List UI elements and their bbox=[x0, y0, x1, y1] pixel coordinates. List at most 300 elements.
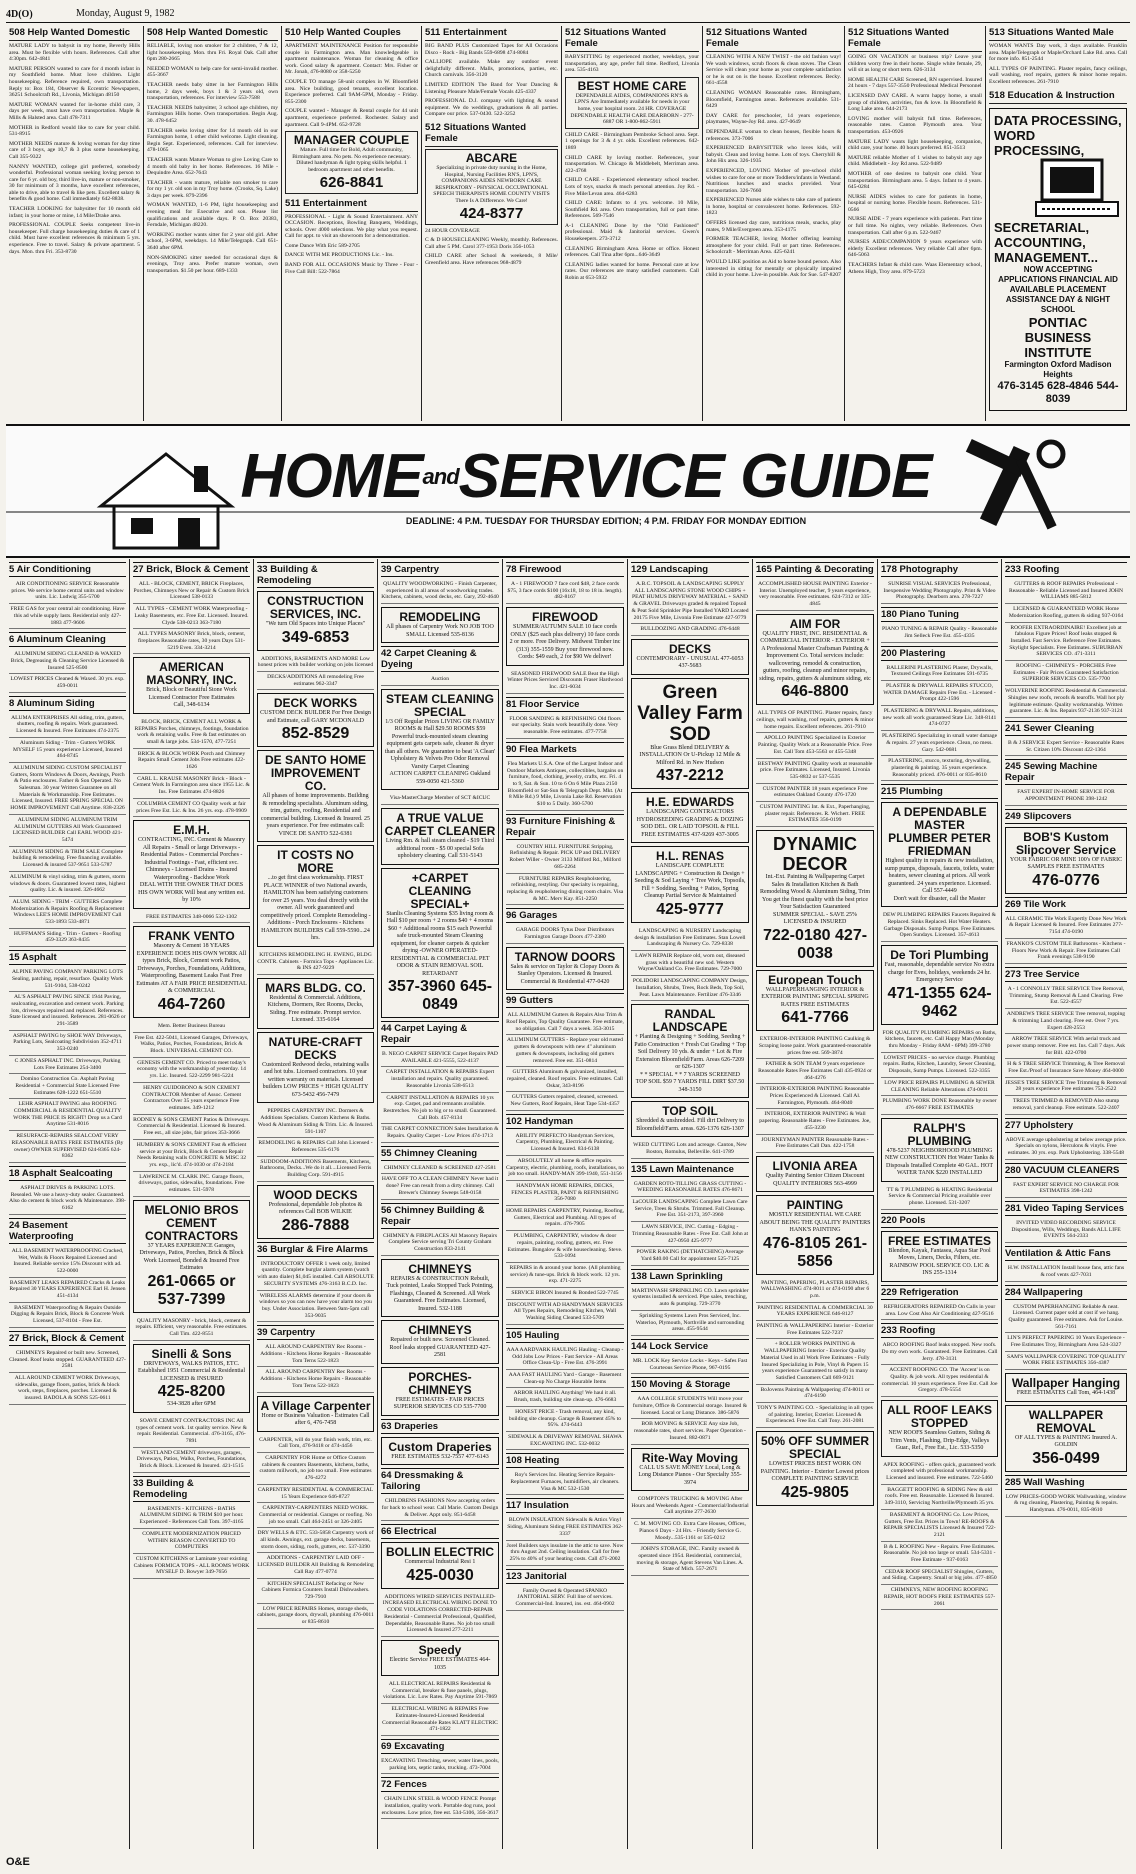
service-display-ad bbox=[756, 830, 874, 967]
service-guide-column bbox=[130, 559, 254, 1849]
classified-ad: WOMAN WANTS Day work, 3 days available. Franklin area. Maple/Telegraph or Maple/Orchard Lake Rd. area. Call for more info. 851-2544 bbox=[989, 43, 1127, 63]
service-category-heading: 178 Photography bbox=[881, 562, 998, 577]
service-listing: B & J SERVICE Expert Service - Reasonable Rates Sr. Citizen 10% Discount 422-1364 bbox=[1005, 738, 1127, 756]
service-listing: BASEMENT Waterproofing & Repairs Outside Digging & Repairs Brick, Block & Concrete Work Licensed, 537-8104 - Free Est. bbox=[9, 1303, 126, 1328]
service-listing: ABILITY PERFECTO Handyman Services, Carpentry, Plumbing, Electrical & Painting. Licensed & Insured. 834-6138 bbox=[506, 1131, 624, 1156]
service-display-ad bbox=[381, 1259, 499, 1318]
service-display-ad bbox=[506, 947, 624, 991]
display-ad-title: STEAM CLEANING SPECIAL bbox=[386, 691, 494, 719]
display-ad-title: TARNOW DOORS bbox=[514, 949, 616, 964]
service-listing: DISCOUNT WITH AD HANDYMAN SERVICES All Types Repairs, Remodeling Kitchen, Wall Washing Siding Cleaned 533-5709 bbox=[506, 1300, 624, 1325]
service-category-heading: 33 Building & Remodeling bbox=[133, 1476, 250, 1502]
service-listing: + ROLLER WORKS PAINTING & WALLPAPERING Interior - Exterior Quality Material Used in all Work Free Estimates - Fully Insured Specializing in Pole, Vinyl & Papers 15 years experience Guaranteed to satisfy in many Satisfied Customers Call 669-9121 bbox=[756, 1339, 874, 1384]
classified-column bbox=[282, 26, 422, 421]
service-category-heading: 245 Sewing Machine Repair bbox=[1005, 759, 1127, 785]
service-category-heading: 123 Janitorial bbox=[506, 1569, 624, 1584]
service-listing: ROOFING - CHIMNEYS - PORCHES Free Estimates - Fair Prices Guaranteed Satisfaction SUPERIOR SERVICES CO. 535-7700 bbox=[1005, 661, 1127, 686]
service-display-ad bbox=[257, 1396, 374, 1432]
service-guide-column bbox=[628, 559, 753, 1849]
service-listing: DRY WELLS & ETC. 533-5858 Carpentry work of all kinds. Awnings, ext. garage decks, basements, storm doors, siding, roofs, gutters, etc. 537-3390 bbox=[257, 1528, 374, 1553]
education-ad-line: DATA PROCESSING, WORD PROCESSING, bbox=[994, 112, 1122, 158]
display-ad-text: Customized Redwood decks, retaining walls and hot tubs. Licensed contractors. 10 year written warranty on materials. Licensed builders LOW PRICES + HIGH QUALITY 673-5432 456-7479 bbox=[262, 1061, 369, 1098]
service-listing: ALL TYPES MASONRY Brick, block, cement, fireplaces Reasonable rates, 30 years Days 531-5219 Even. 334-3214 bbox=[133, 629, 250, 654]
service-category-heading: 220 Pools bbox=[881, 1213, 998, 1228]
service-listing: CHIMNEY & FIREPLACES All Masonry Repairs Complete Service serving Tri County Graham Construction 833-2141 bbox=[381, 1231, 499, 1256]
service-listing: RODNEY & SONS CEMENT Patios & Driveways. Commercial & Residential. Licensed & Insured. Free est., all size jobs, fair prices 353-3666 bbox=[133, 1115, 250, 1140]
display-ad-phone: 476-0776 bbox=[1032, 871, 1100, 889]
service-listing: Aluminum Siding - Trim - Gutters WORK MYSELF 15 years experience Licensed, Insured 464-8745 bbox=[9, 738, 126, 763]
service-listing: REMODELING & REPAIRS Call John Licensed - References 535-6176 bbox=[257, 1138, 374, 1156]
display-ad-text: CALL US SAVE MONEY Local, Long & Long Distance Pianos - Our Specialty 355-3974 bbox=[638, 1464, 742, 1486]
display-ad-text: Fast, reasonable, dependable service No extra charge for Eves, holidays, weekends 24 hr. Emergency Service bbox=[884, 962, 995, 984]
education-ad-line: SECRETARIAL, ACCOUNTING, MANAGEMENT... bbox=[994, 219, 1098, 265]
service-listing: ALL - BLOCK, CEMENT, BRICK Fireplaces, Porches, Chimneys New or Repair & Custom Brick Licensed 538-0133 bbox=[133, 579, 250, 604]
service-listing: CEDAR ROOF SPECIALIST Shingles, Gutters, and Siding. Carpentry. Small or big jobs. 477-4850 bbox=[881, 1567, 998, 1585]
service-category-heading: 281 Video Taping Services bbox=[1005, 1201, 1127, 1216]
service-display-ad bbox=[133, 820, 250, 909]
service-listing: APOLLO PAINTING Specialized in Exterior Painting. Quality Work at a Reasonable Price. Free Est. Call Tom 453-5563 or 455-5348 bbox=[756, 733, 874, 758]
classified-ad: LIMITED EDITION The Band for Your Dancing & Listening Pleasure Male/Female Vocals 425-4337 bbox=[425, 81, 558, 95]
service-listing: AL'S ASPHALT PAVING SINCE 1944 Paving, sealcoating, excavation and cement work. Parking lots, driveways repaired and replaced. References. State licensed and insured. References. 281-0626 or 291-3589 bbox=[9, 992, 126, 1031]
service-listing: ALL ALUMINUM Gutters & Repairs Also Trim & Roof Repairs, Top Quality Guarantee. Free estimate, no obligation. Call 7 days a week. 353-3015 bbox=[506, 1010, 624, 1035]
service-listing: Flea Markets U.S.A. One of the Largest Indoor and Outdoor Markets Antiques, collectibles, bargains on furniture, food, clothing, jewelry, crafts, etc. Fri. 4 to 9, Sat. & Sun. 10 to 6 On 6 Mile Plaza 2150 Bloomfield or Sat-Sun & Telegraph Dept. Mkt. (At 8 Mile Rd.) 9 Mile, Livonia Lake Rd. Reservation $10 to 5 Daily. 360-5700 bbox=[506, 759, 624, 811]
classified-column bbox=[6, 26, 144, 421]
service-listing: BASEMENTS - KITCHENS - BATHS ALUMINUM SIDING & TRIM $10 per hour. Experienced - References Call Tom. 397-4165 bbox=[133, 1504, 250, 1529]
display-ad bbox=[285, 131, 418, 193]
display-ad-text: Mature. Full time for Bold, Adult community, Birmingham area. No pets. No experience necessary. Diluted handyman & light typing skills helpful. 1 bedroom apartment and other benefits. bbox=[292, 147, 411, 173]
service-display-ad bbox=[133, 1344, 250, 1413]
service-listing: Family Owned & Operated SPANKO JANITORIAL SERV. Full line of services. Commercial-Ind. Insured, ins. est. 464-0902 bbox=[506, 1586, 624, 1611]
service-category-heading: 5 Air Conditioning bbox=[9, 562, 126, 577]
display-ad-title: RALPH'S PLUMBING bbox=[907, 1120, 972, 1148]
service-listing: ASPHALT PAVING by SHOE WAY Driveways, Parking Lots, Sealcoating Subdivision 352-4711 353-0240 bbox=[9, 1031, 126, 1056]
service-listing: EXTERIOR-INTERIOR PAINTING Caulking & Scraping loose paint. Work guaranteed-reasonable prices free est. 569-3874 bbox=[756, 1034, 874, 1059]
display-ad-text: Repaired or built new. Screened Cleaned. Roof leaks stopped GUARANTEED 427-2581 bbox=[389, 1337, 491, 1359]
section-heading: 512 Situations Wanted Female bbox=[425, 121, 558, 147]
service-display-ad bbox=[257, 1032, 374, 1104]
service-display-ad bbox=[881, 1118, 998, 1182]
display-ad-text: 478-5237 NEIGHBORHOOD PLUMBING NEW CONSTRUCTION Hot Water Tanks & Disposals Installed Complete 40 GAL. HOT WATER TANK $220 INSTALLED bbox=[884, 1147, 995, 1177]
display-ad-text: All phases of home improvements. Building & remodeling specialists. Aluminum siding, trim, gutters, roofing, Residential and commercial building. Licensed & Insured. 25 years experience. For free estimates call: VINCE DE SANTO 522-6381 bbox=[260, 793, 371, 837]
display-ad-title: A TRUE VALUE CARPET CLEANER bbox=[384, 811, 496, 839]
display-ad-title: ABCARE bbox=[465, 150, 518, 165]
section-heading: 510 Help Wanted Couples bbox=[285, 26, 418, 41]
service-listing: INTERIOR-EXTERIOR PAINTING Reasonable Prices Experienced & Licensed. Call Al. Farmington, Plymouth. 464-8040 bbox=[756, 1084, 874, 1109]
display-ad-text: DEAL WITH THE OWNER THAT DOES HIS OWN WORK Will beat any written est. by 10% bbox=[138, 882, 245, 904]
display-ad-text: Quality Painting Senior Citizen Discount QUALITY INTERIORS 563-4999 bbox=[765, 1173, 865, 1187]
service-display-ad bbox=[881, 945, 998, 1025]
display-ad-phone: 471-1355 624-9462 bbox=[887, 984, 992, 1020]
display-ad-text: Home or Business Valuation - Estimates Call after 6, 476-7458 bbox=[261, 1412, 370, 1427]
display-ad-text: Sales & service on Taylor & Clopay Doors & Stanley Operators. Licensed & Insured. Commercial & Residential 477-0420 bbox=[510, 963, 620, 985]
service-listing: FAST EXPERT SERVICE NO CHARGE FOR ESTIMATES 398-1242 bbox=[1005, 1180, 1127, 1198]
display-ad-title: IT COSTS NO MORE bbox=[277, 848, 354, 876]
classified-ad: BAND FOR ALL OCCASIONS Music by Three - Four - Five Call Bill: 522-7864 bbox=[285, 262, 418, 275]
service-category-heading: 90 Flea Markets bbox=[506, 742, 624, 757]
page-number: 4D(O) bbox=[6, 8, 33, 20]
service-listing: ALUMINUM SIDING CLEANED & WAXED Brick, Degreasing & Cleaning Service Licensed & Insured 525-8500 bbox=[9, 649, 126, 674]
service-listing: FOR QUALITY PLUMBING REPAIRS on Baths, kitchens, faucets, etc. Call Happy Man (Monday thru Monday - Friday 8AM - 6PM) 399-3780 bbox=[881, 1028, 998, 1053]
display-ad-text: REPAIRS & CONSTRUCTION Rebuilt, Tuck pointed, Leaks Stopped Tuck Pointing, Flashings, Cleaned & Screened. All Work Guaranteed. Free Estimates. Licensed, Insured. 532-1188 bbox=[386, 1275, 494, 1312]
classified-ad: EXPERIENCED, LOVING Mother of pre-school child wishes to care for one or more Toddlers/infants in Westland. Nutritious lunches and snacks provided. Your transportation. 326-7660 bbox=[706, 167, 841, 194]
service-listing: ALUM. SIDING - TRIM - GUTTERS Complete Modernization & Repairs Roofing & Replacement Windows LEE'S HOME IMPROVEMENT Call 533-1893 533-4871 bbox=[9, 897, 126, 929]
display-ad-title: DECK WORKS bbox=[273, 696, 358, 711]
service-listing: ALL CERAMIC Tile Work Expertly Done New Work & Repair Licensed & Insured. Free Estimates 277-7154 474-0190 bbox=[1005, 914, 1127, 939]
display-ad-text: Don't wait for disaster, call the Master bbox=[893, 895, 986, 902]
service-display-ad bbox=[257, 978, 374, 1029]
service-listing: ALL AROUND CARPENTRY Rec Rooms - Additions - Kitchens Home Repairs - Reasonable Tom Terns 522-1823 bbox=[257, 1342, 374, 1367]
section-heading: 512 Situations Wanted Female bbox=[706, 26, 841, 52]
display-ad-text: LICENSED & INSURED bbox=[783, 919, 847, 926]
classified-ad: TEACHER wants Mature Woman to give Loving Care to 4 month old baby in her home. References. 16 Mile - Dequindre Area. 652-7643 bbox=[147, 156, 278, 177]
service-listing: COMPLETE MODERNIZATION PRICED WITHIN REASON CONVERTED TO COMPUTERS bbox=[133, 1529, 250, 1554]
classified-ad: TEACHER seeks loving sitter for 14 month old in our Farmington home, 1 other child welcome. Light cleaning. Begin Sept. Experienced, references. Call for interview. 478-1065 bbox=[147, 127, 278, 154]
display-ad-title: PORCHES-CHIMNEYS bbox=[408, 1369, 472, 1397]
classified-ad: MATURE PERSON wanted to care for 4 month infant in my Southfield home. Must love children. Light housekeeping. Reference required, own transportation. Reply to: Box 184, Observer & Eccentric Newspapers, 36251 Schoolcraft Rd., Livonia, Michigan 48150 bbox=[9, 65, 140, 99]
service-listing: C JONES ASPHALT INC. Driveways, Parking Lots Free Estimates 254-3400 bbox=[9, 1056, 126, 1074]
display-ad-title: WALLPAPER REMOVAL bbox=[1028, 1407, 1104, 1435]
service-listing: CARL L. KRAUSE MASONRY Brick - Block - Cement Work In Farmington area since 1955 Lic. & Ins. Free Estimates 474-8826 bbox=[133, 774, 250, 799]
service-display-ad bbox=[381, 607, 499, 643]
display-ad-title: DECKS bbox=[668, 641, 711, 656]
service-category-heading: 66 Electrical bbox=[381, 1524, 499, 1539]
display-ad-title: H.E. EDWARDS bbox=[645, 795, 734, 810]
display-ad-text: SUMMER/AUTUMN SALE 10 face cords ONLY ($25 each plus delivery) 10 face cords 2 or more. Free Delivery. Midwest Timber inc (313) 355-1559 Buy your firewood now. Cords: $49 each, 2 for $90 We deliver! bbox=[509, 624, 621, 661]
service-category-heading: 39 Carpentry bbox=[257, 1325, 374, 1340]
display-ad-title: DE SANTO HOME IMPROVEMENT CO. bbox=[264, 753, 367, 794]
service-category-heading: 277 Upholstery bbox=[1005, 1118, 1127, 1133]
display-ad-phone: 424-8377 bbox=[459, 204, 524, 222]
service-listing: QUALITY WOODWORKING - Finish Carpenter, experienced in all areas of woodworking trades. Kitchens, cabinets, wood decks, etc. Gary, 292-4640 bbox=[381, 579, 499, 604]
service-listing: LOW PRICES-GOOD WORK Wallwashing, window & rug cleaning, Plastering, Painting & repairs. Handyman. 476-0011, 835-8610 bbox=[1005, 1492, 1127, 1517]
section-heading: 508 Help Wanted Domestic bbox=[9, 26, 140, 41]
service-category-heading: 36 Burglar & Fire Alarms bbox=[257, 1242, 374, 1257]
service-listing: H.W. INSTALLATION Install house fans, attic fans & roof vents 427-7031 bbox=[1005, 1263, 1127, 1281]
classified-ad: DANCE WITH ME PRODUCTIONS Lic. - Ins. bbox=[285, 252, 394, 259]
display-ad-title: A Village Carpenter bbox=[260, 1398, 371, 1413]
banner-title-home: HOME bbox=[240, 442, 423, 511]
service-display-ad bbox=[381, 808, 499, 865]
display-ad-title: BOLLIN ELECTRIC bbox=[386, 1545, 494, 1560]
display-ad-title: RANDAL LANDSCAPE bbox=[652, 1007, 728, 1035]
classified-ad: TEACHER LOOKING for babysitter for 10 month old infant; in your home or mine, 14 Mile/Drake area. bbox=[9, 206, 140, 219]
service-display-ad bbox=[133, 926, 250, 1018]
display-ad-title: MANAGER COUPLE bbox=[293, 133, 410, 148]
display-ad-phone: 437-2212 bbox=[656, 767, 724, 785]
display-ad-text: Masonry & Cement 18 YEARS EXPERIENCE DOES HIS OWN WORK All types Brick, Block, Cement work Patios, Driveways, Porches, Foundations, Additions, Waterproofing, Basement Leaks Fast Free Estimates AT A FAIR PRICE RESIDENTIAL & COMMERCIAL bbox=[136, 943, 247, 995]
service-listing: SEASONED FIREWOOD SALE Beat the High Winter Prices Serviced Discounts Fraser Hardwood Inc. 421-6034 bbox=[506, 669, 624, 694]
service-listing: THE CARPET CONNECTION Sales Installation & Repairs. Quality Carpet - Low Prices 474-1713 bbox=[381, 1124, 499, 1142]
section-heading: 511 Entertainment bbox=[425, 26, 558, 41]
service-listing: FATHER & SON TEAM 9 years experience Reasonable Rates Free Estimates Call 435-0924 or 464-4276 bbox=[756, 1059, 874, 1084]
service-category-heading: 165 Painting & Decorating bbox=[756, 564, 874, 575]
classified-ad: NURSE AIDE - 7 years experience with patients. Part time or full time. No nights, very reliable. References. Own transportation. Call after 6 p.m. 522-9467 bbox=[848, 216, 982, 236]
classified-ad: MOTHER of one desires to babysit one child. Your transportation. Birmingham area. 5 days. Infant to 4 years. 645-0284 bbox=[848, 170, 982, 191]
display-ad-title: H.L. RENAS bbox=[655, 849, 724, 864]
classified-ad: COUPLE TO manage 58-unit complex in W. Bloomfield area. Nice building, good tenants, excellent location. Experience preferred. Call 9AM-5PM, Monday - Friday. 855-2300 bbox=[285, 78, 418, 105]
classified-ad: MATURE LADY wants light housekeeping, companion, child care, your home. 40 hours preferred. 851-3513 bbox=[848, 138, 982, 152]
display-ad-phone: 356-0499 bbox=[1032, 1449, 1100, 1467]
service-display-ad bbox=[881, 1231, 998, 1282]
display-ad-text: All phases of Carpentry Work NO JOB TOO SMALL Licensed 535-8136 bbox=[386, 624, 494, 638]
display-ad-text: QUALITY FIRST, INC. RESIDENTIAL & COMMERCIAL INTERIOR - EXTERIOR + A Professional Master Craftsman Painting & Improvement Co. Total services include: wallcovering, remodel & construction, gutters, roofing, cleanup and minor repairs, siding, repairs, gutters & aluminum siding, etc bbox=[759, 630, 871, 682]
service-listing: PLASTERING & DRYWALL Repairs, additions, new work all work guaranteed State Lic. 348-8141 474-0727 bbox=[881, 706, 998, 731]
service-listing: ABCO ROOFING Roof leaks stopped. New roofs. Do my own work. Guaranteed. Free Estimates. Call Jerry. 478-3131 bbox=[881, 1340, 998, 1365]
display-ad-text: Living Rm. & hall steam cleaned - $19 Third additional room - $5 00 special Sofa upholstery cleaning. Call 531-5143 bbox=[385, 838, 495, 860]
classified-ad: NURSE AIDES wishes to care for patients in home, hospital or nursing home. Flexible hours. References. 531-0566 bbox=[848, 193, 982, 213]
service-listing: LIN'S PERFECT PAPERING 10 Years Experience - Free Estimates Troy, Birmingham Area 524-3327 bbox=[1005, 1333, 1127, 1351]
tools-icon bbox=[966, 439, 1063, 530]
service-listing: LOWEST PRICES Cleaned & Waxed. 30 yrs. exp. 459-0011 bbox=[9, 674, 126, 692]
service-category-heading: 284 Wallpapering bbox=[1005, 1285, 1127, 1300]
service-listing: PAINTING RESIDENTIAL & COMMERCIAL 30 YEARS EXPERIENCE 646-8127 bbox=[756, 1303, 874, 1321]
service-listing: CARPENTRY FOR Home or Office Custom cabinets & counters Basements, kitchens, baths, custom millwork, no job too small. Free estimates 476-4272 bbox=[257, 1453, 374, 1485]
service-listing: LOW PRICE REPAIRS Homes, storage sheds, cabinets, garage doors, drywall, plumbing 476-0011 or 835-8610 bbox=[257, 1604, 374, 1629]
service-listing: Domino Construction Co. Asphalt Paving Residential + Commercial State Licensed Free Estimates 628-1222 651-5510 bbox=[9, 1074, 126, 1099]
service-listing: LICENSED & GUARANTEED WORK Home Modernization Roofing, gutters & siding 937-0164 bbox=[1005, 604, 1127, 622]
service-listing: BRICK & BLOCK WORK Porch and Chimney Repairs Small Cement Jobs Free estimates 422-1626 bbox=[133, 749, 250, 774]
service-listing: SIDEWALK & DRIVEWAY REMOVAL SHAWA EXCAVATING INC. 532-0032 bbox=[506, 1432, 624, 1450]
service-category-heading: 229 Refrigeration bbox=[881, 1285, 998, 1300]
display-ad-title: CHIMNEYS bbox=[408, 1261, 472, 1276]
service-listing: ALL AROUND CEMENT WORK Driveways, sidewalks, garage floors, patios, brick & block work, steps, fireplaces, porches. Licensed & insured. BADOLA & SONS 525-0611 bbox=[9, 1373, 126, 1405]
classified-ad: WOULD LIKE position as Aid to home bound person. Also interested in sitting for mentally or physically impaired child in your home. Live-in possible. Ask for Sue. 547-8207 bbox=[706, 259, 841, 279]
service-category-heading: Ventilation & Attic Fans bbox=[1005, 1246, 1127, 1261]
display-ad-title: European Touch bbox=[768, 972, 862, 987]
display-ad-text: FREE ESTIMATES 532-7557 477-6143 bbox=[391, 1453, 489, 1460]
display-ad-title: FRANK VENTO bbox=[148, 929, 235, 944]
banner-deadline: DEADLINE: 4 P.M. TUESDAY FOR THURSDAY EDITION; 4 P.M. FRIDAY FOR MONDAY EDITION bbox=[405, 516, 807, 526]
service-listing: ALUMA ENTERPRISES All siding, trim, gutters, shutters, roofing & repairs. Work guaranteed. Licensed & Insured. Free Estimates 474-2375 bbox=[9, 713, 126, 738]
display-ad-phone: 425-9777 bbox=[656, 900, 724, 918]
service-listing: ALPINE PAVING COMPANY PARKING LOTS Sealing, patching, repair, resurface. Quality Work 531-9104, 538-0242 bbox=[9, 967, 126, 992]
service-display-ad bbox=[631, 1448, 749, 1492]
display-ad-text: 1/3 Off Regular Prices LIVING OR FAMILY ROOMS & Hall $29.50 ROOMS $59 Powerful truck-mounted steam cleaning equipment gets carpets safe, cleaner & dryer than all others. We guarantee to beat 'A Clean' Upholstery & Velvets Pro Odor Removal Varsity Carpet Cleaning bbox=[384, 718, 496, 770]
classified-ad: NURSES AIDE/COMPANION 9 years experience with elderly Excellent references. Very reliable Call after 6pm. 646-5063 bbox=[848, 239, 982, 259]
display-ad-title: A DEPENDABLE MASTER PLUMBER PETER FRIEDMAN bbox=[888, 805, 991, 859]
display-ad-title: CHIMNEYS bbox=[408, 1323, 472, 1338]
service-listing: BALLERINI PLASTERING Plaster, Drywalls, Textured Ceilings Free Estimates 591-6735 bbox=[881, 663, 998, 681]
display-ad-text: DEPENDABLE AIDES, COMPANIONS RN'S & LPN'S Are Immediately available for needs in your home, your hospital room. 24 HR. COVERAGE DEPENDABLE HEALTH CARE DEARBORN - 277-6887 OR 1-800-862-5911 bbox=[570, 92, 694, 126]
classified-ad: BIG BAND PLUS Customized Tapes for All Occasions Disco - Rock - Big Bands 559-6898 474-8084 bbox=[425, 43, 558, 56]
classified-column bbox=[422, 26, 562, 421]
page-header bbox=[6, 6, 1130, 23]
classified-ad: MATURE reliable Mother of 1 wishes to babysit any age child. Middlebelt - Joy Rd area. 522-9489 bbox=[848, 154, 982, 168]
service-category-heading: 273 Tree Service bbox=[1005, 967, 1127, 982]
classified-ad: Come Dance With Eric 589-2705 bbox=[285, 242, 360, 249]
service-display-ad bbox=[381, 1640, 499, 1676]
service-category-heading: 102 Handyman bbox=[506, 1114, 624, 1129]
display-ad-text: YOUR FABRIC OR MINE 100's OF FABRIC SAMPLES FREE ESTIMATES bbox=[1009, 856, 1123, 871]
banner-title-and: and bbox=[422, 464, 459, 489]
classified-ad: CLEANING ladies wanted for home. Personal care at low rates. Our references are many satisfied customers. Call Robin at 653-5932 bbox=[565, 261, 699, 282]
display-ad-text: Brick, Block or Beautiful Stone Work Licensed Contractor Free Estimates bbox=[146, 687, 237, 701]
service-listing: ALUMINUM SIDING & TRIM SALE Complete building & remodeling. Free financing available. Licensed & insured 537-9651 533-5787 bbox=[9, 847, 126, 872]
classified-ad: CHILD CARE - Birmingham Pembroke School area. Sept. 1 openings for 3 & 4 yr. olds. Excellent references. 642-1869 bbox=[565, 131, 699, 151]
service-listing: HAVE OFF TO A CLEAN CHIMNEY Never had it done? Free can result from a dirty chimney. Call Brewer's Chimney Sweeps 548-0158 bbox=[381, 1174, 499, 1199]
display-ad-text: Residential & Commercial. Additions, Kitchens, Dormers, Rec Rooms, Decks, Siding. Free estimate. Prompt service. Licensed. 335-6164 bbox=[267, 994, 364, 1024]
service-listing: CARPET INSTALLATION & REPAIRS 10 yrs exp. Carpet, pad and remnants available. Restretches. No job to big or to small. Guaranteed. Call Bob. 457-8134 bbox=[381, 1093, 499, 1125]
service-listing: ALL TYPES OF PAINTING. Plaster repairs, fancy ceilings, wall washing, roof repairs, gutters & minor home repairs. Excellent references. 261-7910 bbox=[756, 708, 874, 733]
service-listing: CARPENTRY-CARPENTERS NEED WORK. Commercial or residential. Garages or roofing. No job too small. Call 464-2451 or 326-2405 bbox=[257, 1503, 374, 1528]
service-listing: SUNRISE VISUAL SERVICES Professional, Inexpensive Wedding Photography. Print & Video Photography. Dearborn area. 278-7227 bbox=[881, 579, 998, 604]
home-service-guide-banner bbox=[6, 424, 1130, 558]
service-listing: GARDEN ROTO-TILLING GRASS CUTTING - WEEDING REASONABLE RATES 476-8671 bbox=[631, 1179, 749, 1197]
service-listing: WOLVERINE ROOFING Residential & Commercial. Shingles new roofs, reroofs & tearoffs. Wall hot ply legitimate estimate. Quality workmanship. Written guarantee. Lic. & Ins. Repairs 937-2136 937-3124 bbox=[1005, 686, 1127, 718]
display-ad-title: PAINTING bbox=[786, 1198, 844, 1212]
service-category-heading: 105 Hauling bbox=[506, 1328, 624, 1343]
display-ad-phone: 722-0180 427-0038 bbox=[762, 926, 868, 962]
classified-ad: MOTHER in Redford would like to care for your child. 531-8915 bbox=[9, 124, 140, 138]
service-listing: WIRELESS ALARMS determine if your doors & windows so you can now have your alarm too you buy. Under Association. Between 9am-5pm call 353-9035 bbox=[257, 1291, 374, 1323]
classified-ad: TEACHERS Infant & child care. Waas Elementary school, Athens High, Troy area. 879-5723 bbox=[848, 262, 982, 275]
service-category-heading: 27 Brick, Block & Cement bbox=[133, 564, 249, 575]
service-listing: LAWN SERVICE, INC. Cutting - Edging - Trimming Reasonable Rates - Free Est. Call John at 427-0950 425-9777 bbox=[631, 1222, 749, 1247]
service-category-heading: 6 Aluminum Cleaning bbox=[9, 632, 126, 647]
classified-ad: OFFERS licensed day care, nutritious meals, snacks, play mates, 9 Mile/Evergreen area. 353-4175 bbox=[706, 220, 841, 233]
classified-ad: BABYSITTING by experienced mother, weekdays, your transportation, any age, prefer full time. Redford, Livonia area. 535-4163 bbox=[565, 54, 699, 74]
service-display-ad bbox=[756, 1431, 874, 1506]
display-ad-phone: 349-6853 bbox=[281, 628, 350, 646]
service-category-heading: 138 Lawn Sprinkling bbox=[631, 1269, 749, 1284]
classified-ad: LICENSED DAY CARE. A warm happy home, a small group of children, activities, fun & love. In Bloomfield & Long Lake area. 644-2173 bbox=[848, 92, 982, 113]
computer-icon bbox=[1032, 158, 1122, 220]
education-ad-line: 476-3145 628-4846 544-8039 bbox=[997, 379, 1119, 405]
service-listing: Visa-MasterCharge Member of SCT &ICUC bbox=[381, 793, 499, 805]
service-display-ad bbox=[631, 1004, 749, 1098]
service-listing: Free Est. 422-5041, Licensed Garages, Driveways, Walks, Patios, Porches, Foundations, Brick & Block. UNIVERSAL CEMENT CO. bbox=[133, 1033, 250, 1058]
classified-ad: MATURE LADY to babysit in my home, Beverly Hills area. Must be flexible with hours. References. Call after 4:30pm. 642-4841 bbox=[9, 43, 140, 63]
service-listing: ADDITIONS WIRED SERVICES INSTALLED-INCREASED ELECTRICAL WIRING DONE TO CODE VIOLATIONS CORRECTED-REPAIR Residential - Commercial Professional, Qualified, Dependable, Reasonable Rates. No job too small Licensed & Insured 277-2211 bbox=[381, 1592, 499, 1637]
service-display-ad bbox=[756, 1156, 874, 1192]
classified-ad: TEACHER NEEDS babysitter, 3 school age children, my Farmington Hills home. Own transportation. Begin Aug. 30. 478-6452 bbox=[147, 104, 278, 124]
display-ad-text: Blue Grass Blend DELIVERY & INSTALLATION Or U-Pickup 12 Mile & Milford Rd. in New Hudson bbox=[639, 744, 741, 766]
service-listing: BoJovems Painting & Wallpapering 474-8011 or 474-6190 bbox=[756, 1385, 874, 1403]
display-ad-title: Rite-Way Moving bbox=[641, 1450, 739, 1465]
service-listing: GUTTERS Aluminum & galvanized, installed, repaired, cleaned. Roof repairs. Free estimates. Call Oskar, 343-8196 bbox=[506, 1067, 624, 1092]
service-listing: CHIMNEYS Repaired or built new. Screened, Cleaned. Roof leaks stopped. GUARANTEED 427-2581 bbox=[9, 1348, 126, 1373]
service-category-heading: 18 Asphalt Sealcoating bbox=[9, 1166, 126, 1181]
service-listing: FRANKO'S CUSTOM TILE Bathrooms - Kitchens - Floors New Work & Repair. Free Estimates Call Frank evenings 538-9190 bbox=[1005, 939, 1127, 964]
display-ad-text: Blendon, Kayak, Fantasea, Aqua Star Pool Moves, Liners, Decks, Filters, etc. RAINBOW POOL SERVICE CO. LIC & INS 255-1314 bbox=[888, 1247, 991, 1277]
service-display-ad bbox=[506, 607, 624, 666]
service-listing: CHAIN LINK STEEL & WOOD FENCE Prompt installation, quality work. Portable dog runs, pool enclosures. Low price, free est. 534-5106, 356-3617 bbox=[381, 1794, 499, 1819]
service-listing: CUSTOM KITCHENS or Laminate your existing Cabinets FORMICA TOPS - ALL ROOMS WORK MYSELF D. Bowyer 349-7656 bbox=[133, 1554, 250, 1579]
service-guide-column bbox=[6, 559, 130, 1849]
display-ad-text: + Planting & Designing + Sodding, Seeding + Patio Construction + Fresh Cut Grading + Top Soil Delivery 10 yds. & under + Lot & Fire Extension Bloomfield/Farm. Areas 626-7209 or 626-1307 bbox=[634, 1034, 746, 1071]
service-category-heading: 241 Sewer Cleaning bbox=[1005, 721, 1127, 736]
service-listing: INVITED VIDEO RECORDING SERVICE Dispositions, Wills, Weddings, Bands ALL LIFE EVENTS 564-2333 bbox=[1005, 1218, 1127, 1243]
display-ad-title: De Tori Plumbing bbox=[890, 948, 989, 963]
service-category-heading: 233 Roofing bbox=[1005, 562, 1127, 577]
service-display-ad bbox=[756, 1195, 874, 1275]
display-ad-phone: 641-7766 bbox=[781, 1009, 849, 1027]
service-guide-column bbox=[503, 559, 628, 1849]
service-listing: BESTWAY PAINTING Quality work at reasonable price. Free Estimates. Licensed, Insured. Livonia 535-8832 or 537-5535 bbox=[756, 759, 874, 784]
service-listing: HANDYMAN HOME REPAIRS, DECKS, FENCES PLASTER, PAINT & REFINISHING 356-7080 bbox=[506, 1181, 624, 1206]
service-listing: Sprinkling Systems Lawn Pros Serviced, Inc. Waterloo, Plymouth, Northville and surrounding areas. 455-9544 bbox=[631, 1311, 749, 1336]
classified-ad: APARTMENT MAINTENANCE Position for responsible couple in Farmington area. Man knowledgeable in apartment maintenance. Woman for cleaning & office work. Good salary & apartment. Contact: Mrs. Fisher or Mr. Jonah, 476-8080 or 358-5250 bbox=[285, 43, 418, 76]
service-listing: KITCHENS REMODELING H. EWENG, BLDG CONTR. Cabinets - Formica Tops - Appliances Lic. & INS 427-9229 bbox=[257, 950, 374, 975]
service-listing: LAWRENCE M. CLARK INC. Garage floors, driveways, patios, sidewalks, foundations. Free estimates. 531-5978 bbox=[133, 1172, 250, 1197]
service-listing: REFRIGERATORS REPAIRED On Calls in your area. Low Cost Also Air Conditioning 427-9516 bbox=[881, 1302, 998, 1320]
display-ad-text: FREE ESTIMATES Call Tom, 464-1438 bbox=[1016, 1390, 1116, 1397]
display-ad-text: CUSTOM DECK BUILDER For Free Design and Estimate, call GARY MCDONALD bbox=[260, 710, 371, 724]
display-ad-text: LANDSCAPING CONTRACTORS HYDROSEEDING GRADING & DOZING SOD DEL. OR LAID TOPSOIL & FILL FREE ESTIMATES 437-9269 437-3005 bbox=[636, 809, 744, 838]
display-ad-text: 37 YEARS EXPERIENCE Garages, Driveways, Patios, Porches, Brick & Block Work Licensed, Bonded & Insured Free Estimates bbox=[139, 1242, 244, 1272]
service-listing: Roy's Services Inc. Heating Service Repairs-Replacement Furnaces, humidifiers, air cleaners. Visa & MC 532-1530 bbox=[506, 1470, 624, 1495]
service-listing: AAA FAST HAULING Yard - Garage - Basement Clean-up No Charge Hourable Items bbox=[506, 1370, 624, 1388]
service-listing: COLUMBIA CEMENT CO Quality work at fair prices Free Est. Lic. & Ins. 26 yrs. exp. 478-9909 bbox=[133, 799, 250, 817]
display-ad-title: TOP SOIL bbox=[662, 1104, 718, 1119]
classified-ad: NON-SMOKING sitter needed for occasional days & evenings, Troy area. Prefer mature woman, own transportation. $1.50 per hour. 689-1333 bbox=[147, 254, 278, 274]
display-ad-title: ALL ROOF LEAKS STOPPED bbox=[886, 1403, 993, 1431]
classified-column bbox=[562, 26, 703, 421]
classified-ad: CLEANING Birmingham Area. Home or office. Honest references. Call Tina after 6pm...646-3649 bbox=[565, 245, 699, 259]
display-ad-title: BEST HOME CARE bbox=[577, 78, 687, 93]
service-listing: ALUMINUM & vinyl siding, trim & gutters, storm windows & doors. Guaranteed lowest rates, highest quality. Lic. & insured. 326-4662 bbox=[9, 872, 126, 897]
display-ad-title: BOB'S Kustom Slipcover Service bbox=[1015, 829, 1117, 857]
service-listing: ALL TYPES - CEMENT WORK Waterproofing - Leaky Basements, etc. Free Est. Licensed. Insured. Clyde 538-0213 363-7180 bbox=[133, 604, 250, 629]
service-listing: ACCOMPLISHED HOUSE PAINTING Exterior - Interior. Unemployed teacher, 9 years experience, very reasonable. Free estimates. 624-7312 or 335-4845 bbox=[756, 579, 874, 611]
classified-ad: DAY CARE for preschooler, 14 years experience, playmates, Wayne-Joy Rd. area. 427-0649 bbox=[706, 112, 841, 126]
service-listing: PAINTING & WALLPAPERING Interior - Exterior Free Estimates 522-7237 bbox=[756, 1321, 874, 1339]
service-guide-listings bbox=[6, 559, 1130, 1849]
house-icon bbox=[101, 454, 231, 548]
service-listing: CUSTOM PAPERHANGING Reliable & neat. Licensed. Current paper sold at cost if we hang. Quality guaranteed. Free estimates. Ask for Louise. 561-7161 bbox=[1005, 1302, 1127, 1334]
display-ad-title: NATURE-CRAFT DECKS bbox=[268, 1034, 363, 1062]
service-display-ad bbox=[631, 678, 749, 790]
service-category-heading: 215 Plumbing bbox=[881, 784, 998, 799]
service-listing: INTERIOR, EXTERIOR PAINTING & Wall papering. Reasonable Rates - Free Estimates. Joe, 455-3230 bbox=[756, 1109, 874, 1134]
service-listing: LaCOUER LANDSCAPING Complete Lawn Care Service, Trees & Shrubs. Trimmed. Fall Cleanup. Free Est. 351-2173, 397-3960 bbox=[631, 1197, 749, 1222]
service-category-heading: 78 Firewood bbox=[506, 562, 624, 577]
display-ad bbox=[565, 77, 699, 129]
service-display-ad bbox=[133, 1200, 250, 1313]
service-category-heading: 56 Chimney Building & Repair bbox=[381, 1203, 499, 1229]
service-listing: MARTINVASH SPRINKLING CO. Lawn sprinkler systems installed & serviced. Pipe sales, trenching, auto & pumping. 729-3770 bbox=[631, 1286, 749, 1311]
display-ad-phone: 425-0030 bbox=[406, 1566, 474, 1584]
classified-ad: ALL TYPES OF PAINTING. Plaster repairs, fancy ceilings, wall washing, roof repairs, gutters & minor home repairs. Excellent references. 261-7910 bbox=[989, 65, 1127, 85]
service-category-heading: 233 Roofing bbox=[881, 1323, 998, 1338]
service-listing: PLASTERING, stucco, texturing, drywalling, plastering & painting. 35 years experience. Reasonably priced. 476-0011 or 835-8610 bbox=[881, 756, 998, 781]
service-listing: MR. LOCK Key Service Locks - Keys - Safes Fast Courteous Service Phone, 967-0195 bbox=[631, 1356, 749, 1374]
service-category-heading: 285 Wall Washing bbox=[1005, 1475, 1127, 1490]
display-ad-title: MARS BLDG. CO. bbox=[265, 980, 366, 995]
service-listing: COMPTON'S TRUCKING & MOVING After Hours and Weekends Agent - Commercial/Industrial Call anytime 277-2630 bbox=[631, 1494, 749, 1519]
service-display-ad bbox=[381, 1320, 499, 1364]
display-ad-title: CONSTRUCTION SERVICES, INC. bbox=[267, 594, 364, 621]
display-ad-text: "We turn Old Spaces into Unique Places" bbox=[265, 621, 366, 627]
service-category-heading: 44 Carpet Laying & Repair bbox=[381, 1021, 499, 1047]
display-ad-text: OF ALL TYPES & PAINTING Insured A. GOLDIN bbox=[1015, 1434, 1117, 1449]
display-ad-title: DYNAMIC DECOR bbox=[773, 834, 857, 875]
display-ad-title: E.M.H. bbox=[173, 823, 210, 838]
display-ad-title: FREE ESTIMATES bbox=[887, 1233, 992, 1248]
service-listing: AAA COLLEGE STUDENTS Will move your furniture, Office & Commercial storage. Insured & licensed. Local or Long Distance. 386-5876 bbox=[631, 1394, 749, 1419]
service-listing: CUSTOM PAINTER 18 years experience Free estimates Oakland County 476-1720 bbox=[756, 784, 874, 802]
service-listing: CHIMNEY CLEANED & SCREENED 427-2581 bbox=[381, 1163, 499, 1175]
service-listing: CHIMNEYS, NEW ROOFING ROOFING REPAIR, HOT ROOFS FREE ESTIMATES 557-2061 bbox=[881, 1585, 998, 1610]
service-display-ad bbox=[381, 1542, 499, 1589]
display-ad-title: Wallpaper Hanging bbox=[1011, 1376, 1121, 1391]
classified-column bbox=[703, 26, 845, 421]
service-listing: HENRY GUIDOBONO & SON CEMENT CONTRACTOR Member of Assoc. Cement Contractors Over 35 years experience Free estimates. 349-1212 bbox=[133, 1083, 250, 1115]
service-listing: JESSE'S TREE SERVICE Tree Trimming & Removal 28 years experience Free estimates 753-2522 bbox=[1005, 1078, 1127, 1096]
service-display-ad bbox=[257, 1185, 374, 1239]
service-category-heading: 150 Moving & Storage bbox=[631, 1377, 749, 1392]
service-listing: GUTTERS Gutters repaired, cleaned, screened. New Gutters, Roof Repairs, Heat Tape 534-4357 bbox=[506, 1092, 624, 1110]
